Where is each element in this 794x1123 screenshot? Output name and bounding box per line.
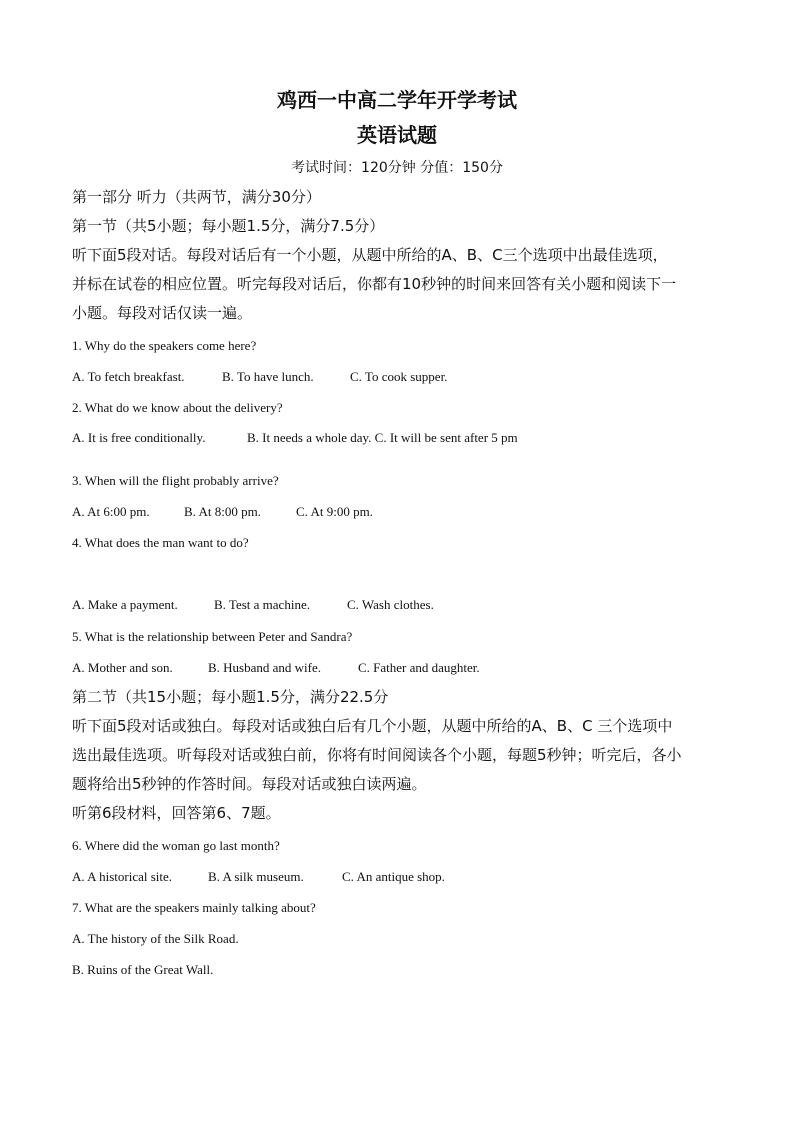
question-3: 3. When will the flight probably arrive? xyxy=(72,473,279,488)
question-6: 6. Where did the woman go last month? xyxy=(72,838,280,853)
section2-heading: 第二节（共15小题；每小题1.5分，满分22.5分 xyxy=(72,688,389,706)
option-3b: B. At 8:00 pm. xyxy=(184,504,261,519)
question-4: 4. What does the man want to do? xyxy=(72,535,249,550)
question-2: 2. What do we know about the delivery? xyxy=(72,400,283,415)
option-2a: A. It is free conditionally. xyxy=(72,430,206,445)
option-4c: C. Wash clothes. xyxy=(347,597,434,612)
section2-instruction-line: 听下面5段对话或独白。每段对话或独白后有几个小题，从题中所给的A、B、C 三个选项中 xyxy=(72,717,673,735)
option-6b: B. A silk museum. xyxy=(208,869,304,884)
exam-title: 鸡西一中高二学年开学考试 xyxy=(277,88,517,112)
section1-instruction-line: 小题。每段对话仅读一遍。 xyxy=(72,304,253,322)
option-7b: B. Ruins of the Great Wall. xyxy=(72,962,214,977)
option-1c: C. To cook supper. xyxy=(350,369,448,384)
section1-instruction-line: 并标在试卷的相应位置。听完每段对话后，你都有10秒钟的时间来回答有关小题和阅读下一 xyxy=(72,275,677,293)
option-5b: B. Husband and wife. xyxy=(208,660,322,675)
option-1a: A. To fetch breakfast. xyxy=(72,369,185,384)
option-1b: B. To have lunch. xyxy=(222,369,314,384)
section2-instruction-line: 题将给出5秒钟的作答时间。每段对话或独白读两遍。 xyxy=(72,775,427,793)
option-7a: A. The history of the Silk Road. xyxy=(72,931,239,946)
section2-instruction-line: 选出最佳选项。听每段对话或独白前，你将有时间阅读各个小题，每题5秒钟；听完后，各小 xyxy=(72,746,682,764)
question-5: 5. What is the relationship between Peter and Sandra? xyxy=(72,629,353,644)
question-1: 1. Why do the speakers come here? xyxy=(72,338,257,353)
option-3a: A. At 6:00 pm. xyxy=(72,504,150,519)
material-note: 听第6段材料，回答第6、7题。 xyxy=(72,804,281,822)
section1-heading: 第一节（共5小题；每小题1.5分，满分7.5分） xyxy=(72,217,385,235)
option-6c: C. An antique shop. xyxy=(342,869,445,884)
option-5a: A. Mother and son. xyxy=(72,660,173,675)
question-7: 7. What are the speakers mainly talking about? xyxy=(72,900,316,915)
exam-info: 考试时间：120分钟 分值：150分 xyxy=(291,160,503,176)
part1-heading: 第一部分 听力（共两节，满分30分） xyxy=(72,188,321,206)
option-3c: C. At 9:00 pm. xyxy=(296,504,373,519)
option-2bc: B. It needs a whole day. C. It will be sent after 5 pm xyxy=(247,430,518,445)
subject-title: 英语试题 xyxy=(357,123,437,147)
option-6a: A. A historical site. xyxy=(72,869,173,884)
option-5c: C. Father and daughter. xyxy=(358,660,480,675)
option-4a: A. Make a payment. xyxy=(72,597,178,612)
option-4b: B. Test a machine. xyxy=(214,597,310,612)
section1-instruction-line: 听下面5段对话。每段对话后有一个小题，从题中所给的A、B、C三个选项中出最佳选项， xyxy=(72,246,668,264)
